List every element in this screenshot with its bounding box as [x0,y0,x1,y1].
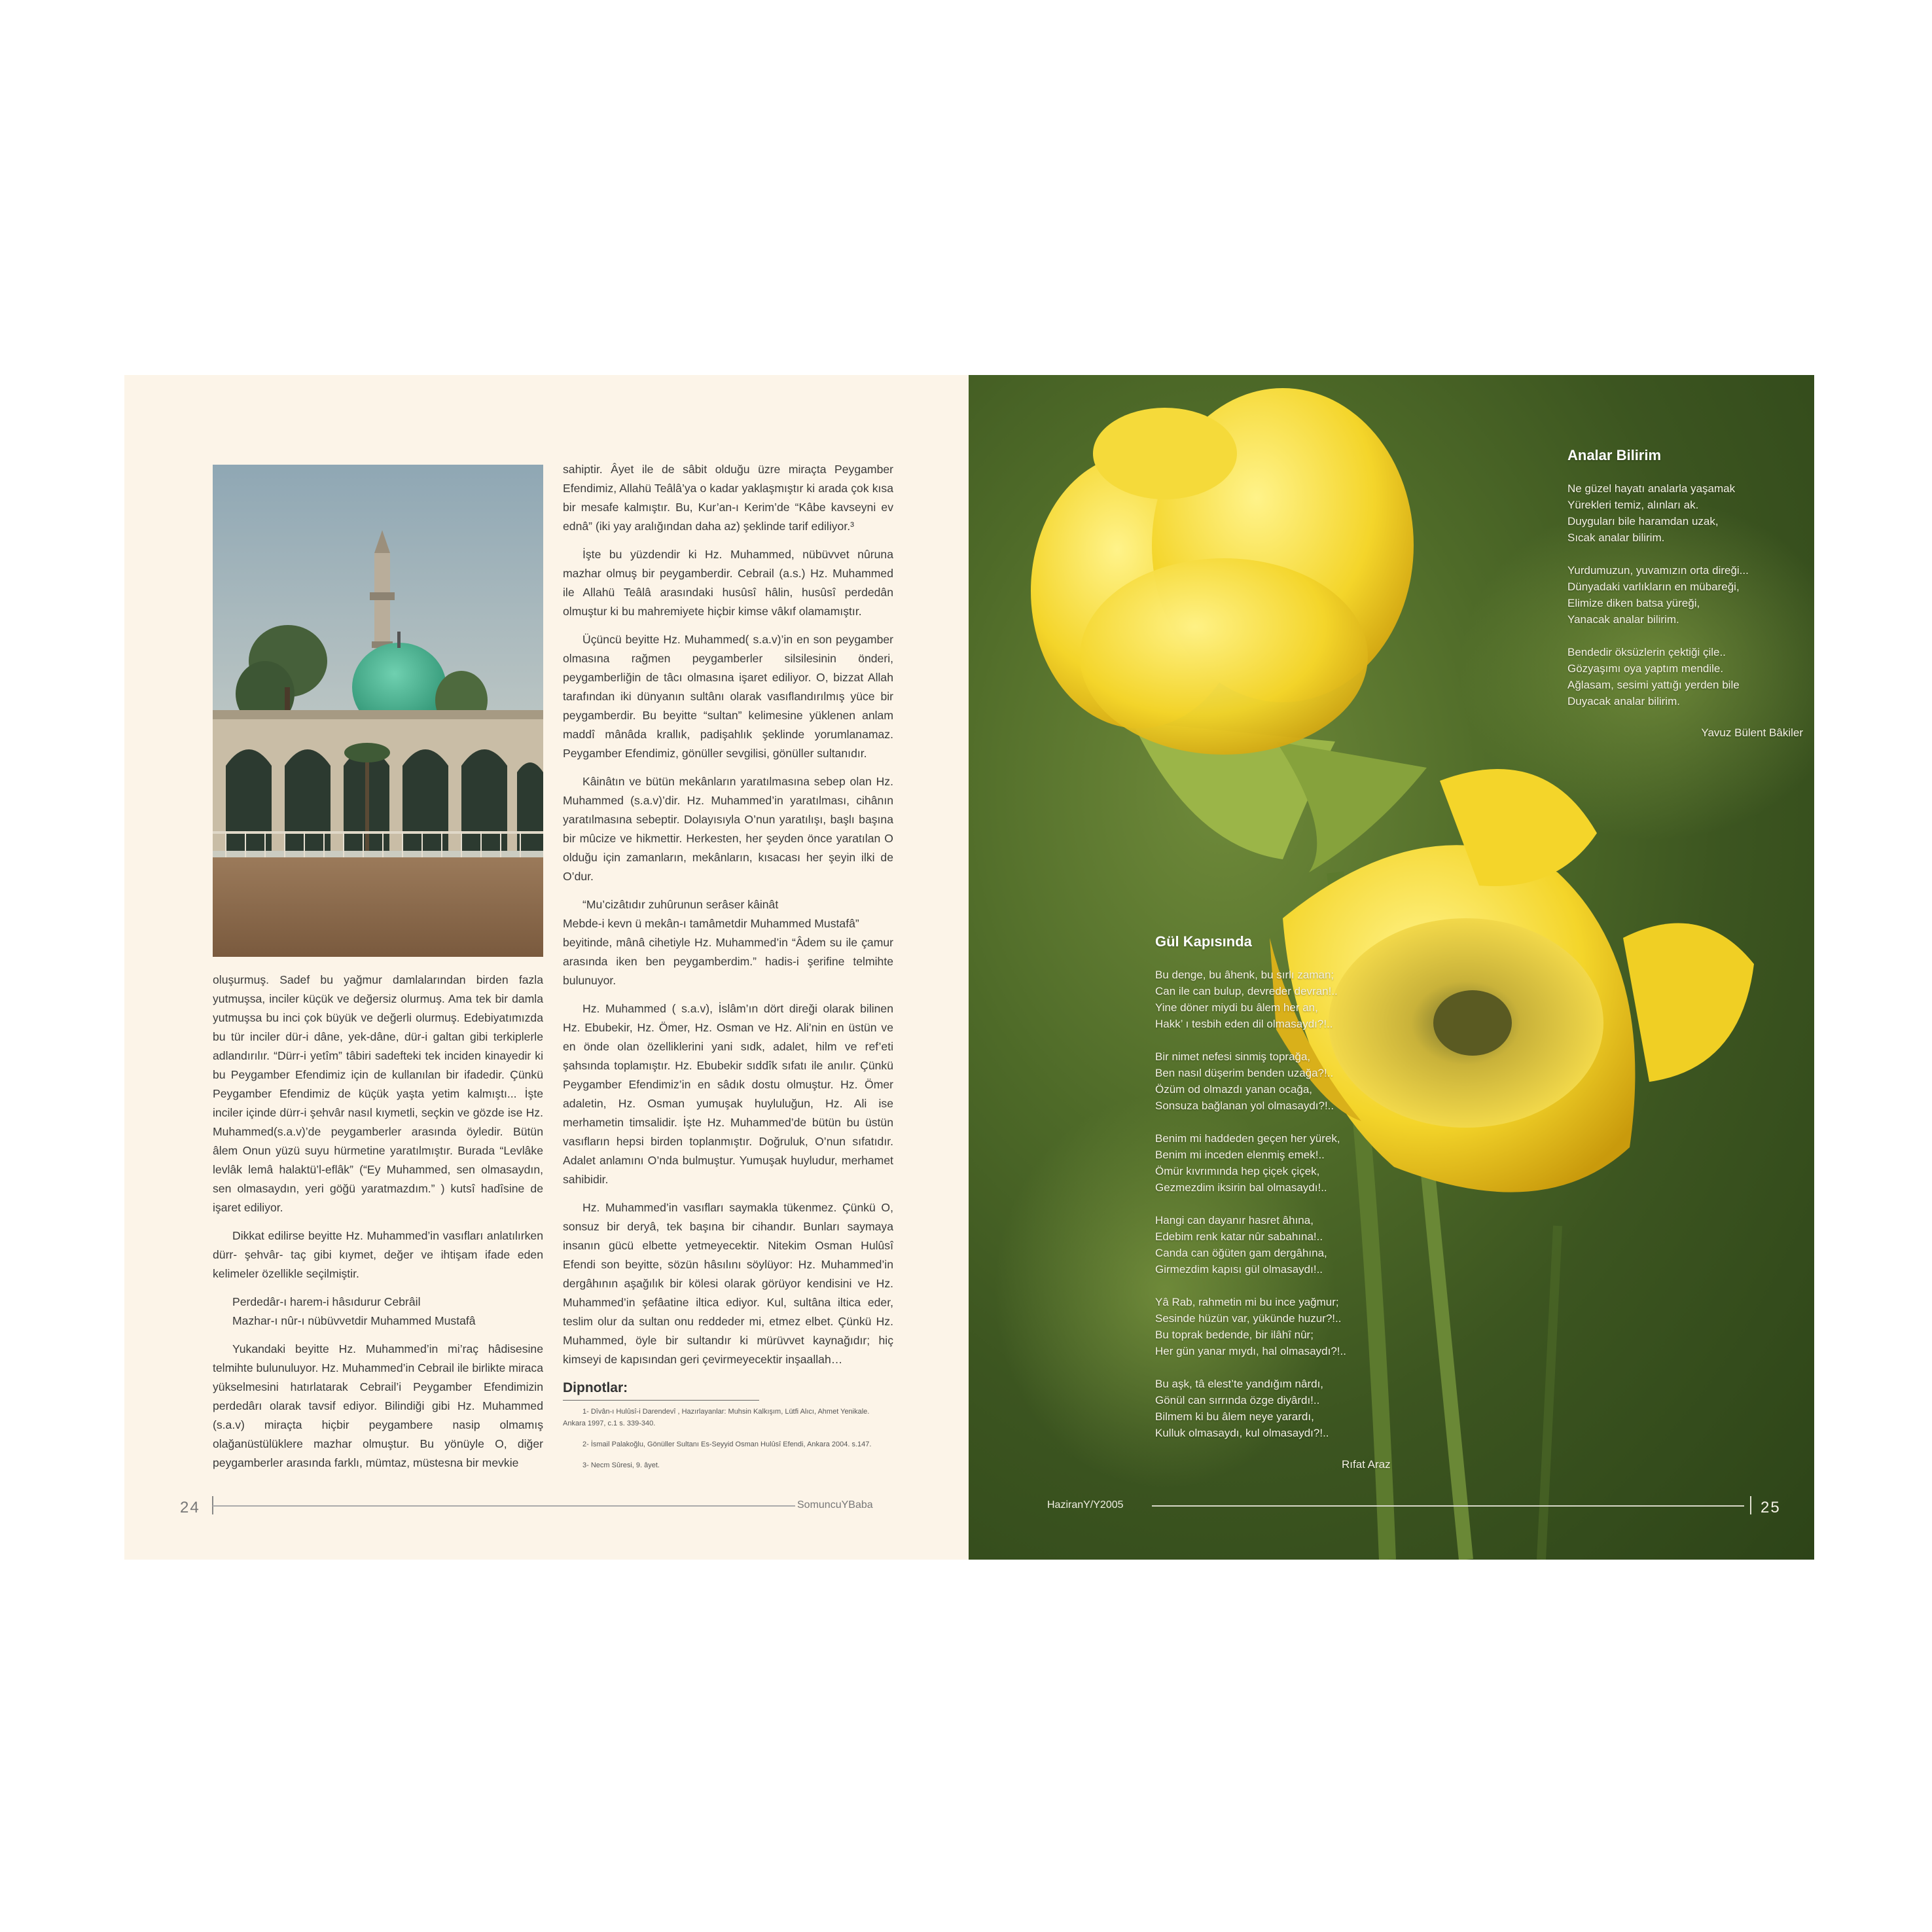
poem-line: Bir nimet nefesi sinmiş toprağa, [1155,1050,1311,1063]
poem-line: Yâ Rab, rahmetin mi bu ince yağmur; [1155,1296,1339,1308]
page-number-right: 25 [1761,1499,1781,1516]
magazine-spread [124,375,1814,1560]
stanza [1567,480,1803,546]
poem-line: Girmezdim kapısı gül olmasaydı!.. [1155,1263,1323,1276]
paragraph: Üçüncü beyitte Hz. Muhammed( s.a.v)’in en son peygamber olmasına rağmen peygamberler silsilesinin önderi, peygamberliğin de tâcı olmasına işaret ediliyor. O, bizzat Allah tarafından iki dünyanın sultânı olarak vasıflandırılmış yüce bir peygamberdir. Bu beyitte “sultan” kelimesine yüklenen anlam maddî mânâda krallık, padişahlık şeklinde yorumlanamaz. Peygamber Efendimiz, gönüller sevgilisi, gönüller sultanıdır. [563,633,893,760]
poem-line: Gözyaşımı oya yaptım mendile. [1567,662,1724,675]
footer-rule [1152,1505,1744,1507]
poem-line: Sesinde hüzün var, yükünde huzur?!.. [1155,1312,1342,1325]
stanza [1155,1130,1391,1196]
footnote: 1- Dîvân-ı Hulûsî-i Darendevî , Hazırlayanlar: Muhsin Kalkışım, Lütfi Alıcı, Ahmet Yenikale. Ankara 1997, c.1 s. 339-340. [563,1408,870,1427]
footnote-rule [563,1400,759,1401]
poem-line: Bu toprak bedende, bir ilâhî nûr; [1155,1329,1314,1341]
right-page [969,375,1814,1560]
paragraph: Hz. Muhammed’in vasıfları saymakla tükenmez. Çünkü O, sonsuz bir deryâ, tek başına bir cihandır. Bunları saymaya insanın gücü elbette yetmeyecektir. Nitekim Osman Hulûsî Efendi son beyitte, sözün hâsılını söylüyor: Hz. Muhammed’in dergâhının aşağılık bir kölesi olarak görüyor kendisini ve Hz. Muhammed’in şefâatine iltica ediyor. Kul, sultâna iltica eder, teslim olur da sultan onu reddeder mi, etmez elbet. Çünkü Hz. Muhammed, öyle bir sultandır ki mürüvvet kaynağıdır; hiç kimseyi de kapısından geri çevirmeyecektir inşaallah… [563,1201,893,1366]
poem-line: Dünyadaki varlıkların en mübareği, [1567,581,1740,593]
poem-analar-bilirim [1567,447,1803,741]
footnote: 3- Necm Sûresi, 9. âyet. [582,1461,660,1469]
paragraph: sahiptir. Âyet ile de sâbit olduğu üzre miraçta Peygamber Efendimiz, Allahü Teâlâ’ya o kadar yaklaşmıştır ki arada çok kısa bir mesafe kalmıştır. Bu, Kur’an-ı Kerim’de “Kâbe kavseyni ev ednâ” (iki yay aralığından daha az) şeklinde tarif ediliyor.³ [563,463,893,533]
verse-line: Perdedâr-ı harem-i hâsıdurur Cebrâil [232,1295,421,1308]
left-page [124,375,969,1560]
issue-date: HaziranY/Y2005 [1047,1499,1124,1511]
paragraph: Kâinâtın ve bütün mekânların yaratılmasına sebep olan Hz. Muhammed (s.a.v)’dir. Hz. Muhammed’in yaratılması, cihânın yaratılmasına sebeptir. Dolayısıyla O’nun yaratılışı, başlı başına bir mûcize ve hikmettir. Herkesten, her şeyden önce yaratılan O olduğu için zamanların, mekânların, kısacası her şeyin ilki de O’dur. [563,775,893,883]
stanza [1155,1048,1391,1114]
poem-line: Hangi can dayanır hasret âhına, [1155,1214,1314,1226]
poem-line: Benim mi inceden elenmiş emek!.. [1155,1149,1325,1161]
footnote: 2- İsmail Palakoğlu, Gönüller Sultanı Es-Seyyid Osman Hulûsî Efendi, Ankara 2004. s.147. [582,1440,872,1448]
stanza [1155,1376,1391,1441]
poem-line: Bu denge, bu âhenk, bu sırlı zaman; [1155,969,1334,981]
poem-line: Yurdumuzun, yuvamızın orta direği... [1567,564,1749,577]
poem-gul-kapisinda [1155,933,1391,1473]
footnotes-title: Dipnotlar: [563,1380,628,1395]
text-column-1 [213,971,543,1482]
poem-line: Ben nasıl düşerim benden uzağa?!.. [1155,1067,1334,1079]
footer-tick [1750,1496,1751,1514]
poem-line: Özüm od olmazdı yanan ocağa, [1155,1083,1313,1096]
poem-line: Can ile can bulup, devreder devran!.. [1155,985,1338,997]
poem-line: Bendedir öksüzlerin çektiği çile.. [1567,646,1726,658]
poem-author: Yavuz Bülent Bâkiler [1701,726,1803,739]
poem-line: Sonsuza bağlanan yol olmasaydı?!.. [1155,1100,1334,1112]
page-number-left: 24 [180,1499,200,1516]
stanza [1567,562,1803,628]
poem-line: Bilmem ki bu âlem neye yarardı, [1155,1410,1314,1423]
stanza [1155,967,1391,1032]
poem-line: Ne güzel hayatı analarla yaşamak [1567,482,1736,495]
poem-line: Ömür kıvrımında hep çiçek çiçek, [1155,1165,1320,1177]
poem-line: Canda can öğüten gam dergâhına, [1155,1247,1327,1259]
stanza [1155,1294,1391,1359]
mosque-painting [213,465,543,957]
poem-title: Analar Bilirim [1567,447,1662,463]
stanza [1155,1212,1391,1278]
poem-line: Her gün yanar mıydı, hal olmasaydı?!.. [1155,1345,1346,1357]
footer-rule [213,1505,795,1507]
verse-line: Mebde-i kevn ü mekân-ı tamâmetdir Muhammed Mustafâ” [563,917,859,930]
poem-line: Duyguları bile haramdan uzak, [1567,515,1719,528]
paragraph: İşte bu yüzdendir ki Hz. Muhammed, nübüvvet nûruna mazhar olmuş bir peygamberdir. Cebrail (a.s.) Hz. Muhammed ile Allahü Teâlâ arasındaki husûsî hâlin, husûsî perdedân olmuştur ki bu mahremiyete hiçbir kimse vâkıf olamamıştır. [563,548,893,618]
poem-line: Yanacak analar bilirim. [1567,613,1679,626]
poem-line: Gezmezdim iksirin bal olmasaydı!.. [1155,1181,1327,1194]
text-column-2 [563,460,893,1480]
stanza [1567,644,1803,709]
poem-line: Bu aşk, tâ elest’te yandığım nârdı, [1155,1378,1324,1390]
poem-line: Benim mi haddeden geçen her yürek, [1155,1132,1340,1145]
paragraph: Hz. Muhammed ( s.a.v), İslâm’ın dört direği olarak bilinen Hz. Ebubekir, Hz. Ömer, Hz. Osman ve Hz. Ali’nin en üstün ve en önde olan özelliklerini yani sıdk, adalet, hilm ve ref’eti şahsında toplamıştır. Hz. Ebubekir sıddîk sıfatı ile anılır. Çünkü Peygamber Efendimiz’in en sâdık dostu olmuştur. Hz. Ömer adaletin, Hz. Osman yumuşak huyluluğun, Hz. Ali ise merhametin timsalidir. İşte Hz. Muhammed’de bütün bu üstün vasıfların hepsi birden toplanmıştır. Doğruluk, O’nun sıfatıdır. Adalet anlamını O’nda bulmuştur. Yumuşak huyludur, merhamet sahibidir. [563,1002,893,1186]
paragraph: Dikkat edilirse beyitte Hz. Muhammed’in vasıfları anlatılırken dürr- şehvâr- taç gibi kıymet, değer ve ihtişam ifade eden kelimeler özellikle seçilmiştir. [213,1229,543,1280]
poem-line: Kulluk olmasaydı, kul olmasaydı?!.. [1155,1427,1329,1439]
poem-line: Yine döner miydi bu âlem her an, [1155,1001,1318,1014]
poem-line: Yürekleri temiz, alınları ak. [1567,499,1699,511]
paragraph: beyitinde, mânâ cihetiyle Hz. Muhammed’in “Âdem su ile çamur arasında iken ben peygamberdim.” hadis-i şerifine telmihte bulunuyor. [563,936,893,987]
verse-line: Mazhar-ı nûr-ı nübüvvetdir Muhammed Mustafâ [232,1314,476,1327]
poem-line: Elimize diken batsa yüreği, [1567,597,1700,609]
poem-line: Duyacak analar bilirim. [1567,695,1680,707]
magazine-name: SomuncuYBaba [797,1499,873,1511]
poem-author: Rıfat Araz [1342,1458,1391,1471]
poem-line: Gönül can sırrında özge diyârdı!.. [1155,1394,1320,1406]
paragraph: Yukandaki beyitte Hz. Muhammed’in mi’raç hâdisesine telmihte bulunuluyor. Hz. Muhammed’in Cebrail ile birlikte miraca yükselmesini hatırlatarak Cebrail’i Peygamber Efendimizin perdedârı olarak tavsif ediyor. Bilindiği gibi Hz. Muhammed (s.a.v) miraçta hiçbir peygambere nasip olmamış olağanüstülüklere mazhar olmuştur. Bu yönüyle O, diğer peygamberler arasında farklı, mümtaz, müstesna bir mevkie [213,1342,543,1469]
paragraph: oluşurmuş. Sadef bu yağmur damlalarından birden fazla yutmuşsa, inciler küçük ve değersiz olurmuş. Ama tek bir damla yutmuşsa bu inci çok büyük ve değerli olurmuş. Edebiyatımızda bu tür inciler dür-i dâne, yek-dâne, dür-i galtan gibi terkiplerle adlandırılır. “Dürr-i yetîm” tâbiri sadefteki tek inciden kinayedir ki bu Peygamber Efendimiz için de kullanılan bir ifadedir. Çünkü Peygamber Efendimiz de küçük yaşta yetim kalmıştı... İşte inciler içinde dürr-i şehvâr nasıl kıymetli, seçkin ve gözde ise Hz. Muhammed(s.a.v)’de peygamberler arasında öyledir. Bütün âlem Onun yüzü suyu hürmetine yaratılmıştır. Burada “Levlâke levlâk lemâ halaktü’l-eflâk” (“Ey Muhammed, sen olmasaydın, sen olmasaydın, yeri göğü yaratmazdım.” ) kutsî hadîsine de işaret ediliyor. [213,973,543,1214]
verse-line: “Mu’cizâtıdır zuhûrunun serâser kâinât [582,898,779,911]
poem-line: Sıcak analar bilirim. [1567,531,1665,544]
poem-title: Gül Kapısında [1155,933,1252,950]
poem-line: Ağlasam, sesimi yattığı yerden bile [1567,679,1740,691]
poem-line: Edebim renk katar nûr sabahına!.. [1155,1230,1323,1243]
poem-line: Hakk’ ı tesbih eden dil olmasaydı?!.. [1155,1018,1333,1030]
